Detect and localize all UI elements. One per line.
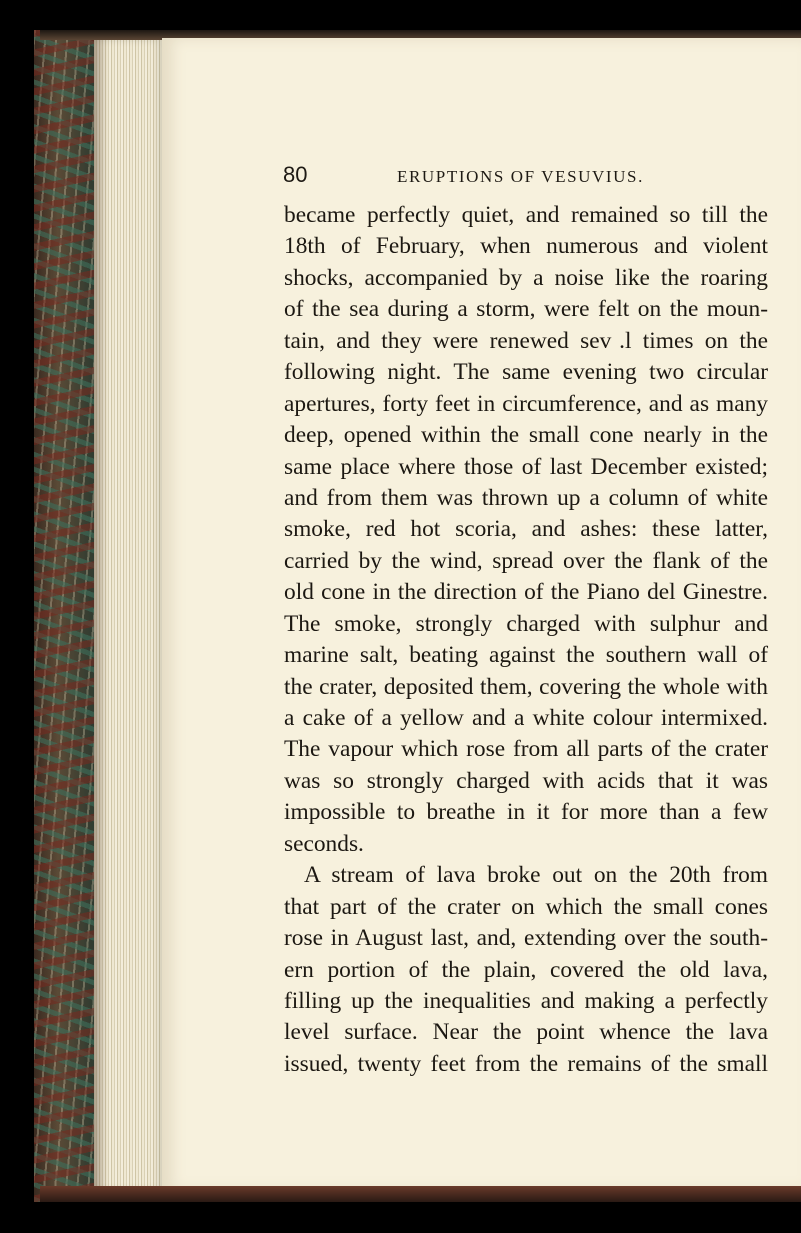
page-edges	[94, 40, 164, 1190]
text-line: ern portion of the plain, covered the old lava,	[284, 956, 768, 983]
text-line: and from them was thrown up a column of white	[284, 484, 768, 511]
text-line: of the sea during a storm, were felt on the moun-	[284, 296, 768, 323]
text-line: filling up the inequalities and making a perfectly	[284, 987, 768, 1014]
body-text	[284, 200, 768, 1080]
text-line: deep, opened within the small cone nearly in the	[284, 422, 768, 449]
running-head	[283, 163, 783, 193]
text-line: 18th of February, when numerous and violent	[284, 233, 768, 260]
text-line: a cake of a yellow and a white colour intermixed.	[284, 705, 768, 731]
text-line: smoke, red hot scoria, and ashes: these latter,	[284, 516, 768, 543]
page-number: 80	[283, 162, 308, 187]
text-line: level surface. Near the point whence the lava	[284, 1019, 768, 1046]
marbled-cover-board	[34, 30, 96, 1202]
text-line: apertures, forty feet in circumference, and as many	[284, 390, 768, 417]
text-line: issued, twenty feet from the remains of the small	[284, 1050, 768, 1077]
text-line: marine salt, beating against the southern wall of	[284, 642, 768, 669]
text-line: old cone in the direction of the Piano del Ginestre.	[284, 579, 768, 606]
running-title: ERUPTIONS OF VESUVIUS.	[397, 167, 644, 186]
text-line: seconds.	[284, 830, 364, 857]
text-line: The smoke, strongly charged with sulphur and	[284, 610, 768, 637]
text-line: A stream of lava broke out on the 20th from	[304, 862, 768, 889]
text-line: carried by the wind, spread over the flank of the	[284, 547, 768, 574]
text-line: was so strongly charged with acids that it was	[284, 767, 768, 794]
text-line: tain, and they were renewed sev .l times on the	[284, 327, 768, 354]
text-line: following night. The same evening two circular	[284, 359, 768, 386]
text-line: impossible to breathe in it for more than a few	[284, 799, 768, 826]
text-line: rose in August last, and, extending over the south-	[284, 925, 768, 952]
text-line: the crater, deposited them, covering the whole with	[284, 673, 768, 700]
text-line: shocks, accompanied by a noise like the roaring	[284, 264, 768, 291]
text-line: same place where those of last December existed;	[284, 453, 768, 480]
text-line: became perfectly quiet, and remained so till the	[284, 202, 768, 228]
text-line: that part of the crater on which the small cones	[284, 893, 768, 920]
bottom-book-edge	[40, 1186, 801, 1202]
text-line: The vapour which rose from all parts of the crater	[284, 736, 768, 763]
